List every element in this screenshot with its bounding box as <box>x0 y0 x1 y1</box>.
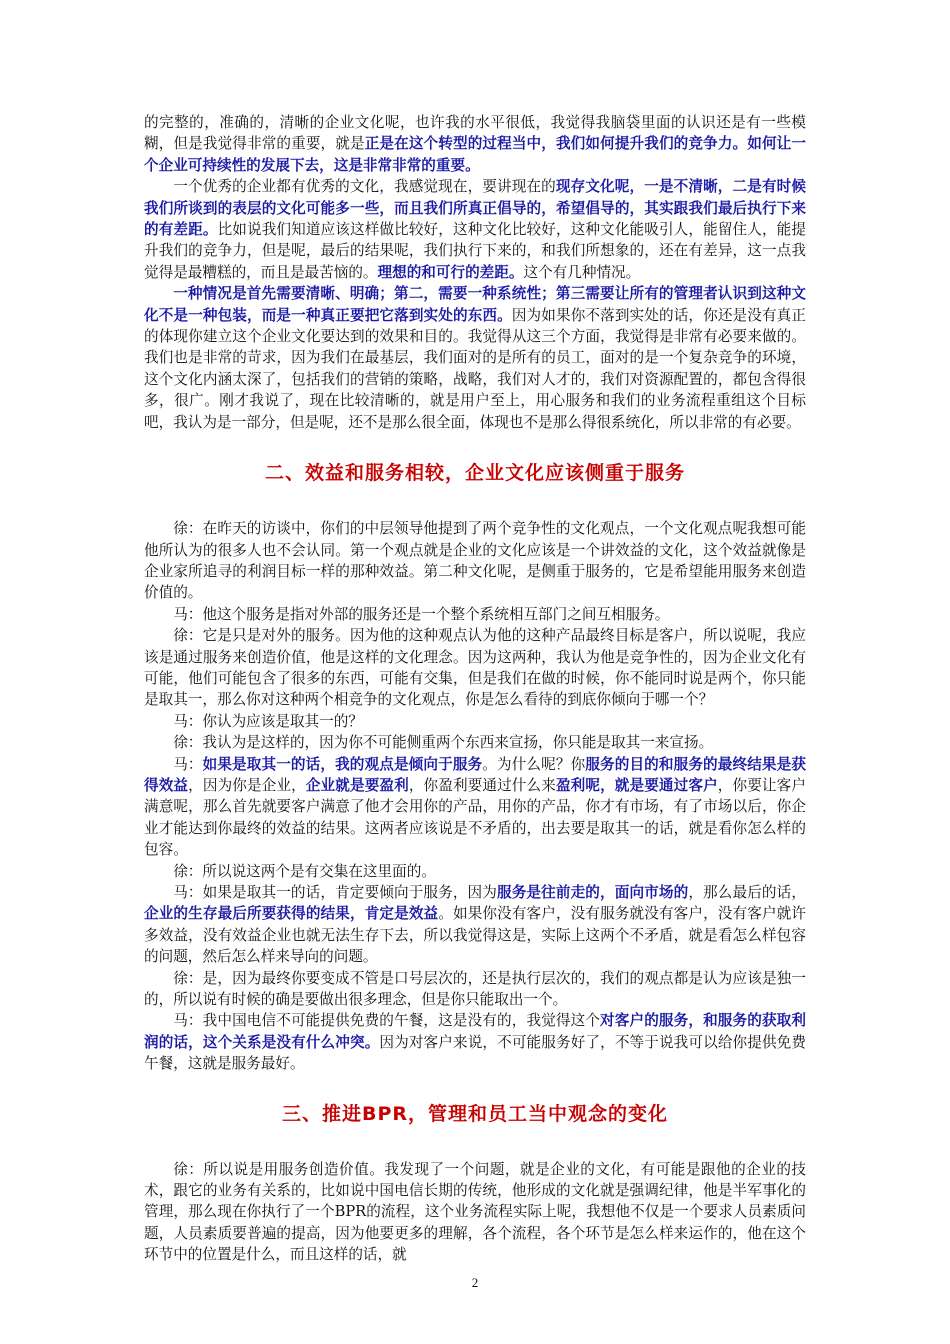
text-run: 这个有几种情况。 <box>523 263 641 281</box>
text-run: 一个优秀的企业都有优秀的文化，我感觉现在，要讲现在的 <box>173 178 556 196</box>
text-run: 因为对客户来说，不可能服务好了，不等于说我可以给你提供免费午餐，这就是服务最好。 <box>144 1033 806 1073</box>
emphasis-text: 盈利呢，就是要通过客户 <box>555 776 718 794</box>
emphasis-text: 现存文化呢，一是不清晰，二是有时候我们所谈到的表层的文化可能多一些，而且我们所真正倡导的，希望倡导的，其实跟我们最后执行下来的有差距。 <box>144 178 806 239</box>
emphasis-text: 对客户的服务，和服务的获取利润的话，这个关系是没有什么冲突。 <box>144 1012 806 1051</box>
text-run: 。如果你没有客户，没有服务就没有客户，没有客户就许多效益，没有效益企业也就无法生存下去，所以我觉得这是，实际上这两个不矛盾，就是看怎么样包容的问题，然后怎么样来导向的问题。 <box>144 905 806 966</box>
section-heading: 三、推进BPR，管理和员工当中观念的变化 <box>281 1102 669 1125</box>
text-run: ，你要让客户满意呢，那么首先就要客户满意了他才会用你的产品，用你的产品，你才有市场，有了市场以后，你企业才能达到你最终的效益的结果。这两者应该说是不矛盾的，出去要是取其一的话，就是看你怎么样的包容。 <box>144 776 806 859</box>
emphasis-text: 正是在这个转型的过程当中，我们如何提升我们的竞争力。如何让一个企业可持续性的发展下去，这是非常非常的重要。 <box>144 135 806 174</box>
paragraph: 徐：在昨天的访谈中，你们的中层领导他提到了两个竞争性的文化观点，一个文化观点呢我想可能他所认为的很多人也不会认同。第一个观点就是企业的文化应该是一个讲效益的文化，这个效益就像是企业家所追寻的利润目标一样的那种效益。第二种文化呢，是侧重于服务的，它是希望能用服务来创造价值的。 <box>144 520 806 602</box>
paragraph <box>144 112 806 176</box>
text-run: ，那么最后的话， <box>688 884 806 901</box>
text-run: 马：我中国电信不可能提供免费的午餐，这是没有的，我觉得这个 <box>173 1012 601 1030</box>
emphasis-text: 服务是往前走的，面向市场的 <box>497 884 689 901</box>
emphasis-text: 服务的目的和服务的最终结果是获得效益 <box>144 755 806 794</box>
paragraph: 徐：所以说是用服务创造价值。我发现了一个问题，就是企业的文化，有可能是跟他的企业的技术，跟它的业务有关系的，比如说中国电信长期的传统，他形成的文化就是强调纪律，他是半军事化的管理，那么现在你执行了一个BPR的流程，这个业务流程实际上呢，我想他不仅是一个要求人员素质问题，人员素质要普遍的提高，因为他要更多的理解，各个流程，各个环节是怎么样来运作的，他在这个环节中的位置是什么，而且这样的话，就 <box>144 1160 806 1264</box>
text-run: 马： <box>173 755 203 773</box>
section-heading: 二、效益和服务相较，企业文化应该侧重于服务 <box>264 462 685 485</box>
paragraph <box>144 882 806 968</box>
paragraph: 徐：是，因为最终你要变成不管是口号层次的，还是执行层次的，我们的观点都是认为应该是独一的，所以说有时候的确是要做出很多理念，但是你只能取出一个。 <box>144 969 806 1009</box>
page-number: 2 <box>471 1275 479 1290</box>
paragraph: 徐：它是只是对外的服务。因为他的这种观点认为他的这种产品最终目标是客户，所以说呢，我应该是通过服务来创造价值，他是这样的文化理念。因为这两种，我认为他是竞争性的，因为企业文化有可能，他们可能包含了很多的东西，可能有交集，但是我们在做的时候，你不能同时说是两个，你只能是取其一，那么你对这种两个相竞争的文化观点，你是怎么看待的到底你倾向于哪一个？ <box>144 627 806 709</box>
paragraph <box>144 283 806 433</box>
emphasis-text: 企业就是要盈利 <box>305 776 409 794</box>
text-run: 比如说我们知道应该这样做比较好，这种文化比较好，这种文化能吸引人，能留住人，能提升我们的竞争力，但是呢，最后的结果呢，我们执行下来的，和我们所想象的，还在有差异，这一点我觉得是最糟糕的，而且是最苦恼的。 <box>144 221 806 281</box>
emphasis-text: 企业的生存最后所要获得的结果，肯定是效益 <box>144 905 439 923</box>
emphasis-text: 理想的和可行的差距。 <box>377 263 524 281</box>
text-run: ，你盈利要通过什么来 <box>408 776 556 794</box>
paragraph: 徐：我认为是这样的，因为你不可能侧重两个东西来宣扬，你只能是取其一来宣扬。 <box>173 734 714 752</box>
text-run: 因为如果你不落到实处的话，你还是没有真正的体现你建立这个企业文化要达到的效果和目的。我觉得从这三个方面，我觉得是非常有必要来做的。我们也是非常的苛求，因为我们在最基层，我们面对的是所有的员工，面对的是一个复杂竞争的环境，这个文化内涵太深了，包括我们的营销的策略，战略，我们对人才的，我们对资源配置的，都包含得很多，很广。刚才我说了，现在比较清晰的，就是用户至上，用心服务和我们的业务流程重组这个目标吧，我认为是一部分，但是呢，还不是那么很全面，体现也不是那么得很系统化，所以非常的有必要。 <box>144 306 806 431</box>
text-run: 的完整的，准确的，清晰的企业文化呢，也许我的水平很低，我觉得我脑袋里面的认识还是有一些模糊，但是我觉得非常的重要，就是 <box>144 114 806 153</box>
paragraph <box>144 754 806 861</box>
text-run: ，因为你是企业， <box>188 776 306 794</box>
document-body <box>144 112 806 1266</box>
emphasis-text: 如果是取其一的话，我的观点是倾向于服务 <box>202 755 483 773</box>
text-run: 马：如果是取其一的话，肯定要倾向于服务，因为 <box>173 884 497 901</box>
paragraph <box>144 1010 806 1074</box>
paragraph: 马：他这个服务是指对外部的服务还是一个整个系统相互部门之间互相服务。 <box>173 605 670 623</box>
paragraph: 马：你认为应该是取其一的？ <box>173 712 363 730</box>
text-run: 。为什么呢？你 <box>482 755 586 773</box>
emphasis-text: 一种情况是首先需要清晰、明确；第二，需要一种系统性；第三需要让所有的管理者认识到这种文化不是一种包装，而是一种真正要把它落到实处的东西。 <box>144 285 806 324</box>
paragraph: 徐：所以说这两个是有交集在这里面的。 <box>173 862 436 880</box>
paragraph <box>144 176 806 283</box>
